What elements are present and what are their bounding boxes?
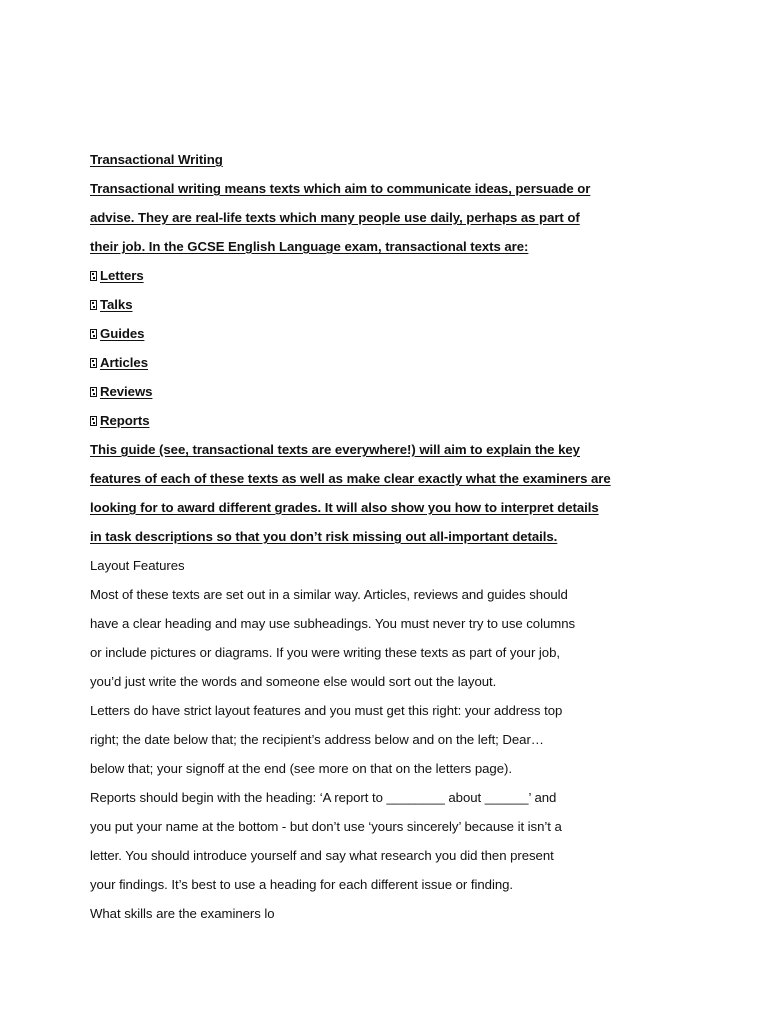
layout-line-2: have a clear heading and may use subheadings. You must never try to use columns bbox=[90, 616, 576, 631]
missing-glyph-icon bbox=[90, 387, 97, 397]
reports-line-3: letter. You should introduce yourself and say what research you did then present bbox=[90, 848, 554, 863]
bullet-label: Guides bbox=[100, 326, 145, 341]
guide-line-1: This guide (see, transactional texts are everywhere!) will aim to explain the key bbox=[90, 442, 580, 457]
intro-line-2: advise. They are real-life texts which many people use daily, perhaps as part of bbox=[90, 210, 580, 225]
guide-line-3: looking for to award different grades. It will also show you how to interpret details bbox=[90, 500, 599, 515]
letters-line-2: right; the date below that; the recipient’s address below and on the left; Dear… bbox=[90, 732, 544, 747]
layout-line-4: you’d just write the words and someone else would sort out the layout. bbox=[90, 674, 497, 689]
bullet-item-reports bbox=[90, 406, 710, 435]
letters-line-3: below that; your signoff at the end (see more on that on the letters page). bbox=[90, 761, 512, 776]
guide-line-2: features of each of these texts as well as make clear exactly what the examiners are bbox=[90, 471, 611, 486]
intro-line-1: Transactional writing means texts which aim to communicate ideas, persuade or bbox=[90, 181, 591, 196]
document-page bbox=[90, 145, 710, 928]
reports-line-1: Reports should begin with the heading: ‘A report to ________ about ______’ and bbox=[90, 790, 557, 805]
bullet-label: Letters bbox=[100, 268, 144, 283]
missing-glyph-icon bbox=[90, 358, 97, 368]
bullet-label: Talks bbox=[100, 297, 133, 312]
bullet-label: Articles bbox=[100, 355, 148, 370]
bullet-item-guides bbox=[90, 319, 710, 348]
bullet-item-letters bbox=[90, 261, 710, 290]
bullet-label: Reviews bbox=[100, 384, 153, 399]
skills-fragment: What skills are the examiners lo bbox=[90, 906, 275, 921]
bullet-item-articles bbox=[90, 348, 710, 377]
layout-line-1: Most of these texts are set out in a similar way. Articles, reviews and guides should bbox=[90, 587, 568, 602]
bullet-item-reviews bbox=[90, 377, 710, 406]
missing-glyph-icon bbox=[90, 271, 97, 281]
reports-line-2: you put your name at the bottom - but don’t use ‘yours sincerely’ because it isn’t a bbox=[90, 819, 562, 834]
missing-glyph-icon bbox=[90, 416, 97, 426]
bullet-item-talks bbox=[90, 290, 710, 319]
intro-line-3: their job. In the GCSE English Language exam, transactional texts are: bbox=[90, 239, 529, 254]
missing-glyph-icon bbox=[90, 329, 97, 339]
layout-line-3: or include pictures or diagrams. If you were writing these texts as part of your job, bbox=[90, 645, 560, 660]
reports-line-4: your findings. It’s best to use a heading for each different issue or finding. bbox=[90, 877, 514, 892]
guide-line-4: in task descriptions so that you don’t risk missing out all-important details. bbox=[90, 529, 558, 544]
layout-heading: Layout Features bbox=[90, 558, 185, 573]
missing-glyph-icon bbox=[90, 300, 97, 310]
document-title: Transactional Writing bbox=[90, 152, 223, 167]
bullet-label: Reports bbox=[100, 413, 150, 428]
letters-line-1: Letters do have strict layout features and you must get this right: your address top bbox=[90, 703, 563, 718]
